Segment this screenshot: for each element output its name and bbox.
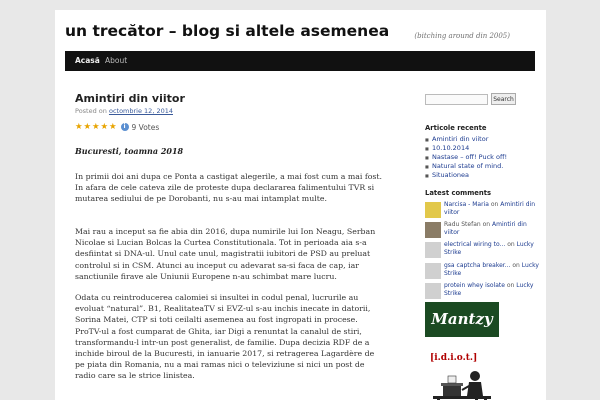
- search-button[interactable]: Search: [491, 93, 516, 105]
- comment-author: Radu Stefan: [444, 221, 481, 228]
- recent-post-link[interactable]: ■ Nastase – off! Puck off!: [425, 153, 507, 162]
- post-paragraph: Mai rau a inceput sa fie abia din 2016, dupa numirile lui Ion Neagu, Serban Nicolae si Lucian Bolcas la Curtea Constitutionala. Tot in perioada aia s-a desfiintat si DNA-ul. Unul cate unul, magistratii iubitori de PSD au preluat controlul si in CSM. Atunci au inceput cu adevarat sa-si faca de cap, iar sanctiunile firave ale Uniunii Europene n-au schimbat mare lucru.: [75, 227, 376, 281]
- main-nav: [65, 51, 535, 71]
- star-icon[interactable]: ★: [109, 122, 117, 132]
- comment-author-link[interactable]: protein whey isolate: [444, 282, 505, 289]
- recent-posts-list: [425, 135, 507, 180]
- comment-item: [425, 202, 537, 222]
- star-icon[interactable]: ★: [92, 122, 100, 132]
- comment-on: on: [506, 282, 515, 289]
- comment-author-link[interactable]: gsa captcha breaker...: [444, 262, 511, 269]
- comment-author-link[interactable]: Narcisa - Maria: [444, 201, 489, 208]
- post-meta-prefix: Posted on: [75, 107, 107, 115]
- post-paragraph: In primii doi ani dupa ce Ponta a castigat alegerile, a mai fost cum a mai fost. In afara de cele cateva zile de proteste dupa declararea falimentului TVR si mutarea sediului de pe Dorobanti, nu s-au mai intamplat multe.: [75, 172, 383, 204]
- latest-comments-title: Latest comments: [425, 189, 492, 197]
- avatar: [425, 242, 441, 258]
- comment-item: [425, 283, 537, 303]
- idiot-banner-title: [i.d.i.o.t.]: [430, 353, 478, 363]
- rating-widget: [75, 121, 159, 133]
- comment-author-link[interactable]: electrical wiring to...: [444, 241, 506, 248]
- idiot-banner[interactable]: [425, 352, 499, 400]
- star-icon[interactable]: ★: [75, 122, 83, 132]
- info-icon[interactable]: i: [121, 123, 129, 131]
- avatar: [425, 283, 441, 299]
- comment-on: on: [507, 241, 515, 248]
- nav-item-about[interactable]: About: [105, 56, 128, 65]
- avatar: [425, 263, 441, 279]
- post-meta: [75, 107, 173, 115]
- recent-post-link[interactable]: ■ Situationea: [425, 171, 507, 180]
- typewriter-figure-icon: [429, 366, 495, 400]
- post-subtitle: Bucuresti, toamna 2018: [75, 146, 184, 156]
- comment-on: on: [490, 201, 499, 208]
- comment-item: [425, 222, 537, 242]
- recent-post-link[interactable]: ■ 10.10.2014: [425, 144, 507, 153]
- post-title[interactable]: Amintiri din viitor: [75, 92, 185, 105]
- site-description: (bitching around din 2005): [414, 32, 510, 40]
- comment-on: on: [482, 221, 491, 228]
- mantzy-banner[interactable]: Mantzy: [425, 302, 499, 337]
- comment-post-link[interactable]: Lucky Strike: [444, 241, 534, 257]
- comment-item: [425, 263, 537, 283]
- post-date-link[interactable]: octombrie 12, 2014: [108, 107, 173, 115]
- avatar: [425, 222, 441, 238]
- star-icon[interactable]: ★: [100, 122, 109, 132]
- site-title[interactable]: un trecător – blog si altele asemenea: [65, 22, 390, 40]
- search-input[interactable]: [425, 94, 488, 105]
- comment-post-link[interactable]: Lucky Strike: [444, 262, 539, 278]
- votes-count: 9 Votes: [131, 122, 160, 132]
- comment-item: [425, 242, 537, 262]
- post-paragraph: Odata cu reintroducerea calomiei si insultei in codul penal, lucrurile au evoluat “natural”. B1, RealitateaTV si EVZ-ul s-au inchis inecate in datorii, Sorina Matei, CTP si toti ceilalti asemenea au fost ingropati in procese. ProTV-ul a fost cumparat de Ghita, iar Digi a renuntat la canalul de stiri, transformandu-l intr-un post generalist, de familie. Dupa decizia RDF de a inchide biroul de la Bucuresti, in ianuarie 2017, si retragerea Lagardère de pe piata din Romania, nu a mai ramas nici o televiziune si nici un post de radio care sa le strice linistea.: [75, 293, 375, 381]
- recent-posts-title: Articole recente: [425, 124, 487, 132]
- star-icon[interactable]: ★: [83, 122, 92, 132]
- page: [55, 10, 546, 400]
- comment-post-link[interactable]: Amintiri din viitor: [444, 221, 527, 237]
- avatar: [425, 202, 441, 218]
- comment-on: on: [512, 262, 520, 269]
- nav-item-acasa[interactable]: Acasă: [75, 56, 100, 65]
- comment-post-link[interactable]: Lucky Strike: [444, 282, 534, 298]
- comment-post-link[interactable]: Amintiri din viitor: [444, 201, 536, 217]
- recent-post-link[interactable]: ■ Amintiri din viitor: [425, 135, 507, 144]
- recent-post-link[interactable]: ■ Natural state of mind.: [425, 162, 507, 171]
